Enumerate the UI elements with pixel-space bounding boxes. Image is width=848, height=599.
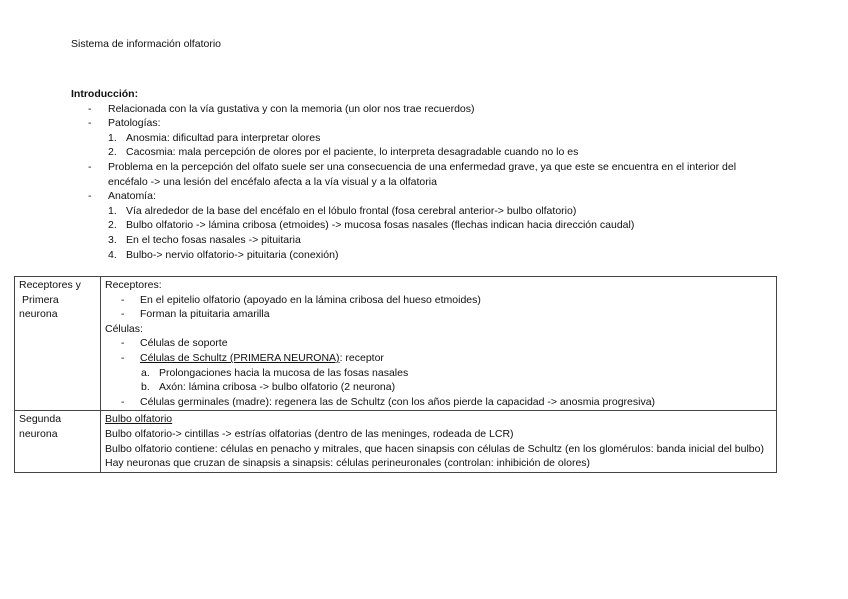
celulas-heading: Células:: [105, 322, 143, 335]
list-item: - Anatomía:: [88, 190, 156, 203]
list-item: 2. Bulbo olfatorio -> lámina cribosa (etmoides) -> mucosa fosas nasales (flechas indican hacia dirección caudal): [108, 219, 635, 232]
list-item: - En el epitelio olfatorio (apoyado en la lámina cribosa del hueso etmoides): [121, 293, 481, 306]
list-item: - Células de soporte: [121, 337, 228, 350]
document-title: Sistema de información olfatorio: [71, 38, 221, 50]
list-item: 1. Vía alrededor de la base del encéfalo en el lóbulo frontal (fosa cerebral anterior-> bulbo olfatorio): [108, 204, 577, 217]
bulbo-heading: Bulbo olfatorio: [105, 413, 173, 426]
list-item: 3. En el techo fosas nasales -> pituitaria: [108, 233, 301, 246]
row-label-primera-neurona: Receptores y Primera neurona: [15, 277, 101, 411]
list-item: a. Prolongaciones hacia la mucosa de las fosas nasales: [141, 366, 409, 379]
paragraph: Bulbo olfatorio-> cintillas -> estrías olfatorias (dentro de las meninges, rodeada de LCR): [105, 427, 514, 440]
list-item: - Patologías:: [88, 117, 161, 130]
intro-section: [71, 87, 791, 262]
table-row: [15, 277, 777, 411]
row-content-segunda-neurona: [101, 411, 777, 472]
paragraph: Hay neuronas que cruzan de sinapsis a sinapsis: células perineuronales (controlan: inhibición de olores): [105, 457, 591, 470]
list-item-continuation: encéfalo -> una lesión del encéfalo afecta a la vía visual y a la olfatoria: [108, 175, 437, 188]
list-item: b. Axón: lámina cribosa -> bulbo olfatorio (2 neurona): [141, 381, 396, 394]
receptores-heading: Receptores:: [105, 279, 162, 291]
table-row: [15, 411, 777, 472]
list-item: 1. Anosmia: dificultad para interpretar olores: [108, 131, 321, 144]
list-item: 2. Cacosmia: mala percepción de olores por el paciente, lo interpreta desagradable cuando no lo es: [108, 146, 579, 159]
neuron-table: [14, 276, 777, 473]
list-item: - Forman la pituitaria amarilla: [121, 308, 270, 321]
list-item: 4. Bulbo-> nervio olfatorio-> pituitaria (conexión): [108, 248, 339, 261]
paragraph: Bulbo olfatorio contiene: células en penacho y mitrales, que hacen sinapsis con células de Schultz (en los glomérulos: banda inicial del bulbo): [105, 442, 764, 455]
row-label-segunda-neurona: Segunda neurona: [15, 411, 101, 472]
list-item: - Células de Schultz (PRIMERA NEURONA): receptor: [121, 351, 384, 364]
list-item: - Relacionada con la vía gustativa y con la memoria (un olor nos trae recuerdos): [88, 102, 475, 115]
list-item: - Problema en la percepción del olfato suele ser una consecuencia de una enfermedad grave, ya que este se encuentra en el interior del: [88, 160, 737, 173]
row-content-primera-neurona: [101, 277, 777, 411]
list-item: - Células germinales (madre): regenera las de Schultz (con los años pierde la capacidad -> anosmia progresiva): [121, 395, 656, 408]
intro-heading: Introducción:: [71, 88, 139, 100]
